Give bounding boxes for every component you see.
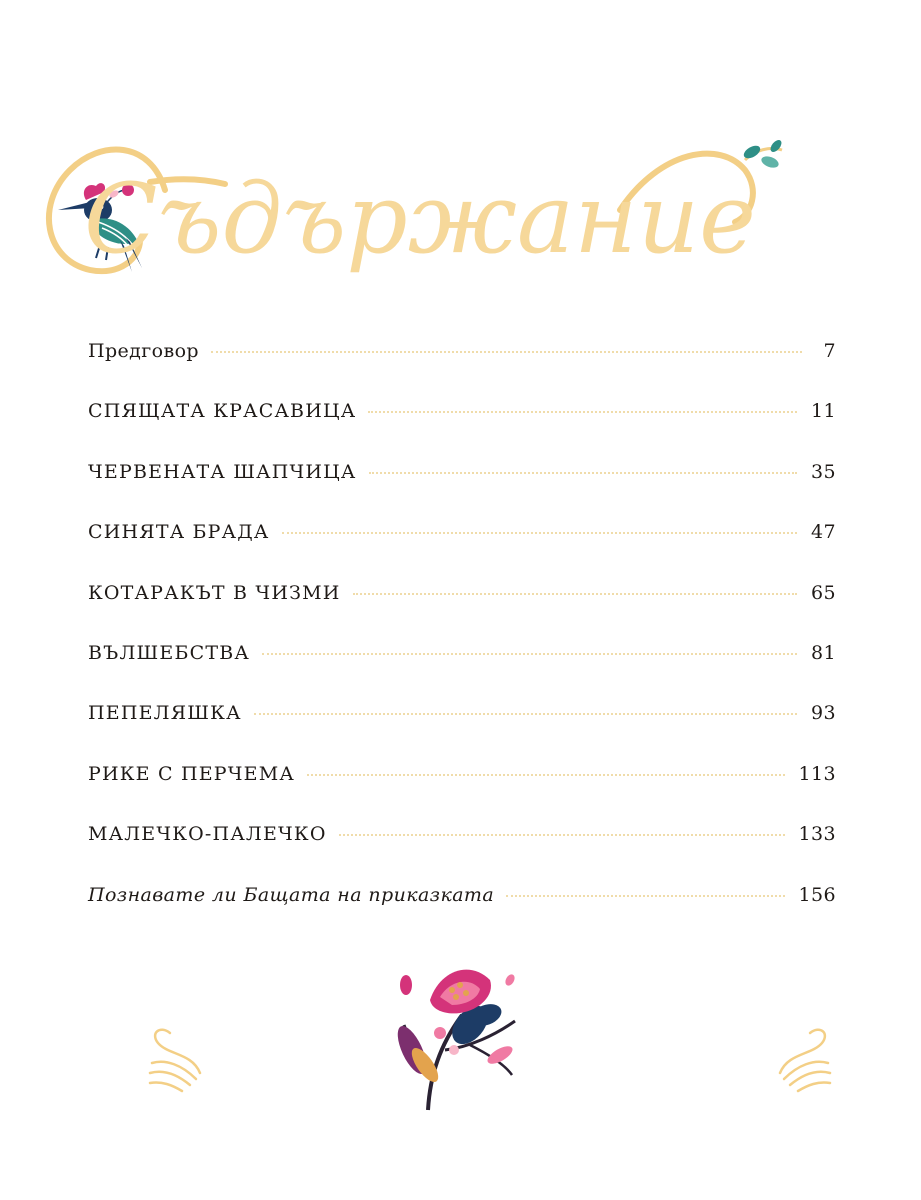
toc-entry-page: 65 bbox=[811, 581, 836, 604]
toc-entry-sleeping-beauty[interactable] bbox=[88, 400, 836, 460]
toc-entry-page: 93 bbox=[811, 702, 836, 725]
toc-entry-title: ВЪЛШЕБСТВА bbox=[88, 641, 250, 664]
table-of-contents bbox=[88, 340, 836, 944]
toc-entry-page: 11 bbox=[811, 400, 836, 423]
dot-leader bbox=[262, 653, 797, 655]
toc-entry-title: МАЛЕЧКО-ПАЛЕЧКО bbox=[88, 823, 327, 846]
toc-entry-page: 7 bbox=[823, 340, 836, 362]
wave-swirl-icon bbox=[780, 1030, 830, 1091]
toc-entry-title: Познавате ли Бащата на приказката bbox=[88, 883, 495, 906]
dot-leader bbox=[339, 834, 785, 836]
toc-entry-title: Предговор bbox=[88, 340, 199, 362]
toc-entry-cinderella[interactable] bbox=[88, 702, 836, 762]
toc-entry-title: ЧЕРВЕНАТА ШАПЧИЦА bbox=[88, 460, 357, 483]
dot-leader bbox=[282, 532, 798, 534]
toc-entry-page: 47 bbox=[811, 521, 836, 544]
toc-entry-title: РИКЕ С ПЕРЧЕМА bbox=[88, 762, 295, 785]
toc-entry-title: СПЯЩАТА КРАСАВИЦА bbox=[88, 400, 357, 423]
toc-entry-the-fairies[interactable] bbox=[88, 642, 836, 702]
dot-leader bbox=[211, 351, 802, 353]
toc-entry-page: 35 bbox=[811, 460, 836, 483]
toc-entry-puss-in-boots[interactable] bbox=[88, 582, 836, 642]
folk-flower-bouquet-icon bbox=[392, 970, 517, 1110]
footer-decoration bbox=[0, 955, 921, 1125]
toc-entry-preface[interactable] bbox=[88, 340, 836, 400]
toc-entry-about-the-author[interactable] bbox=[88, 884, 836, 944]
dot-leader bbox=[506, 895, 784, 897]
toc-entry-little-red-riding-hood[interactable] bbox=[88, 461, 836, 521]
dot-leader bbox=[307, 774, 785, 776]
toc-entry-hop-o-my-thumb[interactable] bbox=[88, 823, 836, 883]
page-title: Съдържание bbox=[84, 163, 756, 275]
toc-entry-riquet-with-the-tuft[interactable] bbox=[88, 763, 836, 823]
toc-entry-title: ПЕПЕЛЯШКА bbox=[88, 702, 242, 725]
toc-entry-title: КОТАРАКЪТ В ЧИЗМИ bbox=[88, 581, 341, 604]
toc-entry-page: 113 bbox=[798, 762, 836, 785]
dot-leader bbox=[353, 593, 797, 595]
toc-entry-title: СИНЯТА БРАДА bbox=[88, 521, 270, 544]
dot-leader bbox=[369, 472, 798, 474]
toc-entry-page: 156 bbox=[798, 883, 836, 906]
toc-entry-bluebeard[interactable] bbox=[88, 521, 836, 581]
toc-entry-page: 81 bbox=[811, 641, 836, 664]
header-title-art bbox=[0, 0, 921, 330]
dot-leader bbox=[368, 411, 797, 413]
wave-swirl-icon bbox=[150, 1030, 200, 1091]
dot-leader bbox=[254, 713, 797, 715]
toc-entry-page: 133 bbox=[798, 823, 836, 846]
